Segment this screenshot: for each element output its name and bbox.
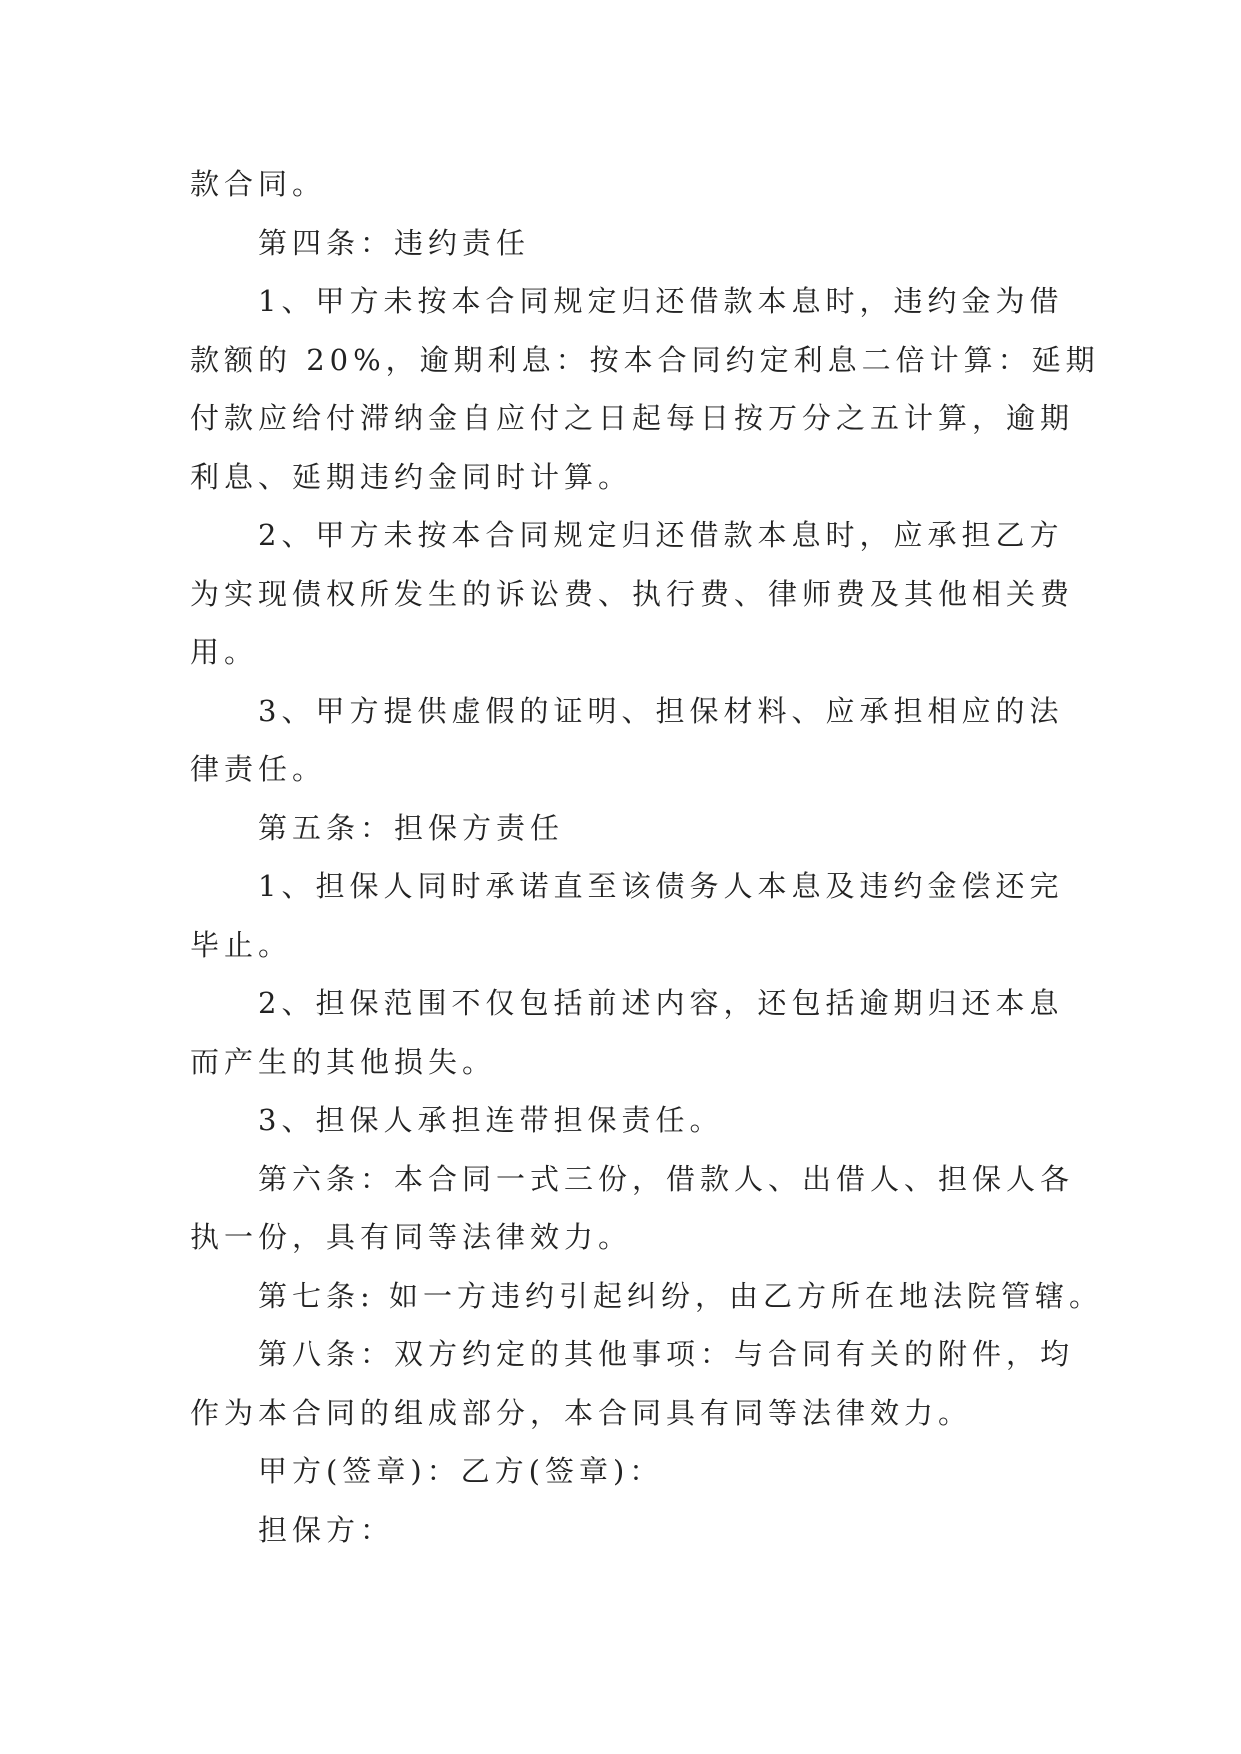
text-line: 1、甲方未按本合同规定归还借款本息时，违约金为借 (258, 284, 1064, 318)
text-line: 款合同。 (190, 167, 327, 201)
text-line: 律责任。 (190, 752, 327, 786)
guarantor-line: 担保方： (258, 1512, 395, 1547)
text-line: 利息、延期违约金同时计算。 (190, 459, 633, 494)
article-7-paragraph: 第七条: 如一方违约引起纠纷，由乙方所在地法院管辖。 (258, 1278, 1103, 1313)
text-line: 3、甲方提供虚假的证明、担保材料、应承担相应的法 (258, 693, 1064, 728)
text-line: 为实现债权所发生的诉讼费、执行费、律师费及其他相关费 (190, 576, 1075, 611)
text-line: 执一份，具有同等法律效力。 (190, 1220, 633, 1254)
text-line: 付款应给付滞纳金自应付之日起每日按万分之五计算，逾期 (190, 401, 1075, 435)
text-line: 2、甲方未按本合同规定归还借款本息时，应承担乙方 (258, 518, 1064, 552)
text-line: 作为本合同的组成部分，本合同具有同等法律效力。 (190, 1395, 973, 1430)
text-line: 款额的 20%，逾期利息：按本合同约定利息二倍计算：延期 (190, 342, 1100, 377)
text-line: 3、担保人承担连带担保责任。 (258, 1103, 724, 1137)
article-8-paragraph: 第八条：双方约定的其他事项：与合同有关的附件，均 (258, 1337, 1075, 1371)
text-line: 2、担保范围不仅包括前述内容，还包括逾期归还本息 (258, 986, 1064, 1020)
text-line: 而产生的其他损失。 (190, 1044, 497, 1079)
text-line: 1、担保人同时承诺直至该债务人本息及违约金偿还完 (258, 869, 1064, 903)
article-5-heading: 第五条：担保方责任 (258, 810, 565, 845)
signature-line: 甲方(签章)：乙方(签章)： (258, 1454, 664, 1488)
text-line: 毕止。 (190, 927, 293, 962)
article-6-paragraph: 第六条：本合同一式三份，借款人、出借人、担保人各 (258, 1161, 1075, 1196)
text-line: 用。 (190, 635, 259, 669)
article-4-heading: 第四条：违约责任 (258, 225, 531, 260)
document-page (190, 155, 1103, 1559)
